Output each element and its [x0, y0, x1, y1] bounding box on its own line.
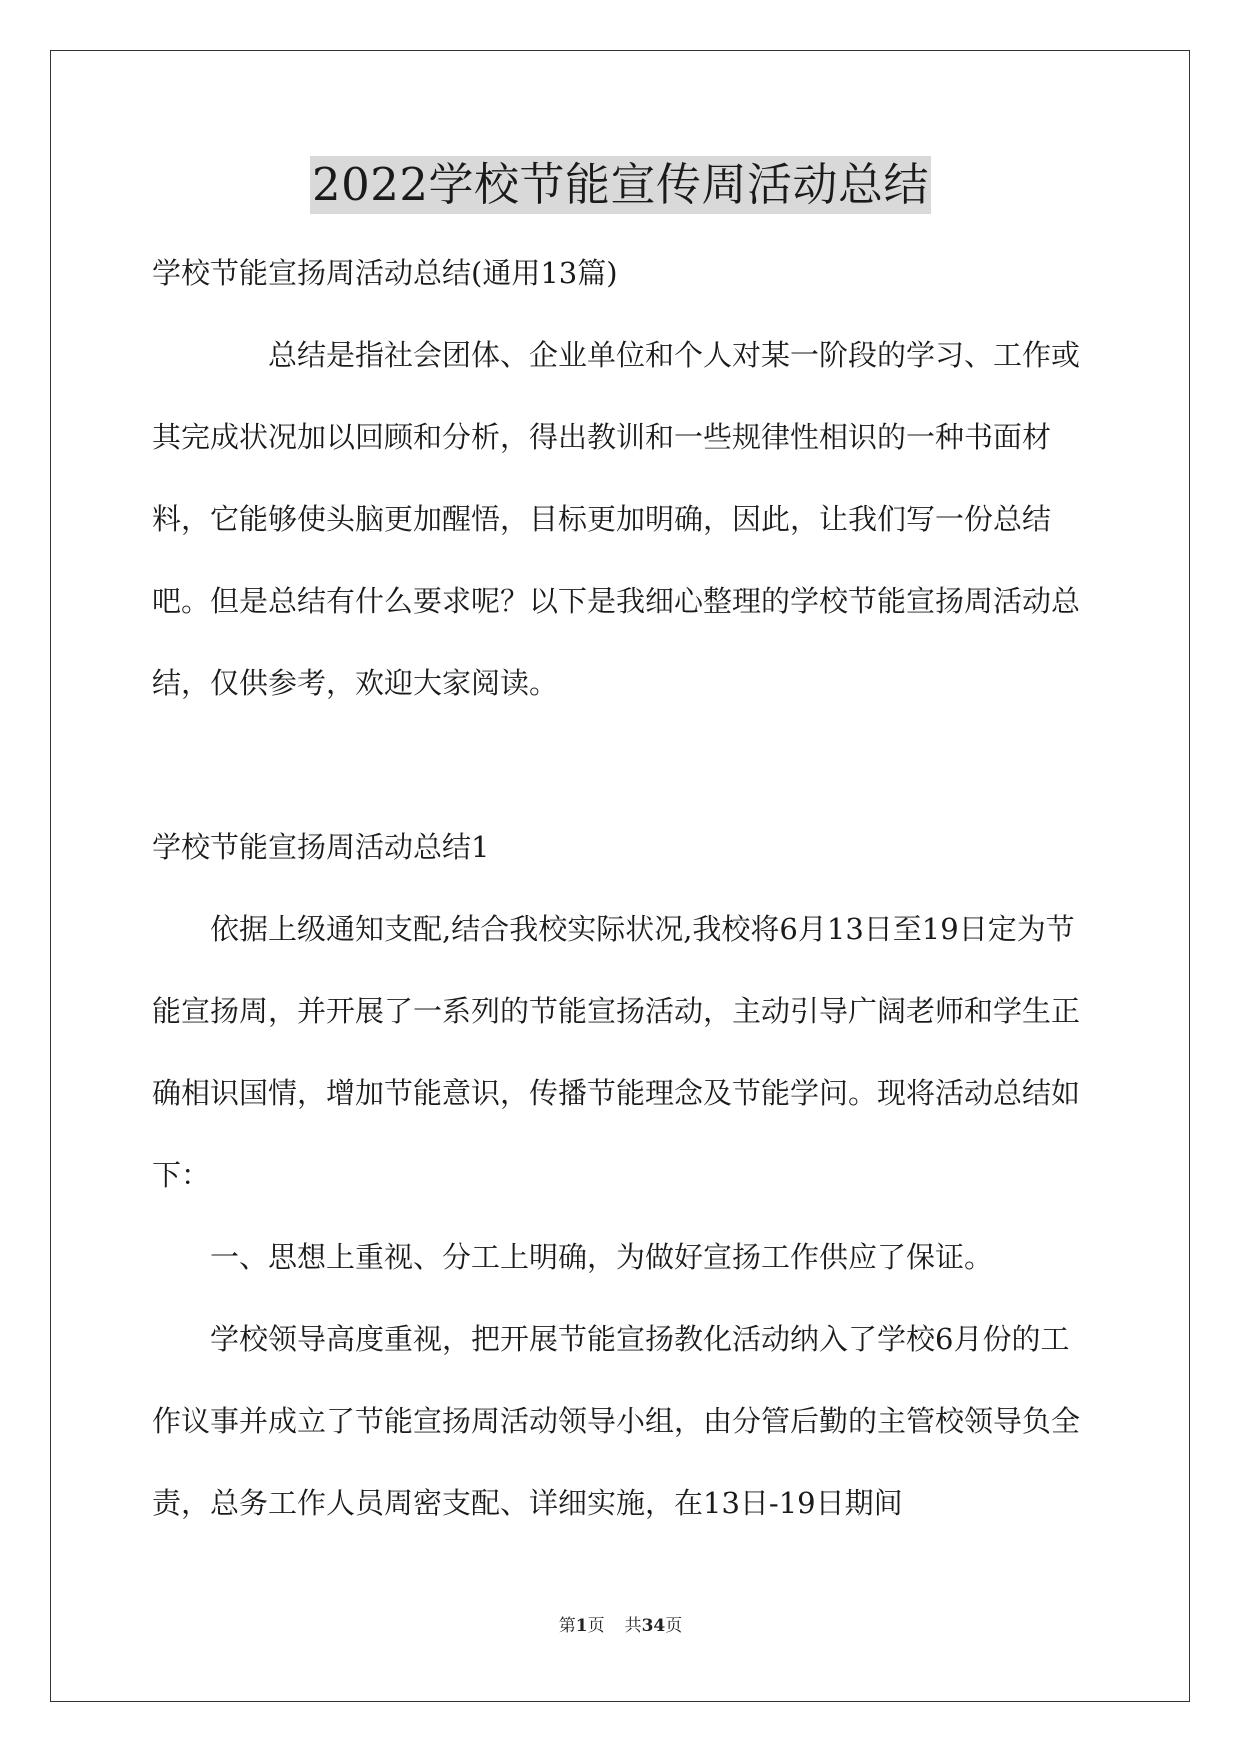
body-paragraph: 一、思想上重视、分工上明确，为做好宣扬工作供应了保证。 — [210, 1240, 994, 1274]
total-pages: 34 — [641, 1616, 666, 1636]
page-prefix: 第 — [558, 1616, 576, 1636]
body-paragraph: 依据上级通知支配,结合我校实际状况,我校将6月13日至19日定为节能宣扬周，并开展了一系列的节能宣扬活动，主动引导广阔老师和学生正确相识国情，增加节能意识，传播节能理念及节能学问。现将活动总结如下： — [152, 912, 1081, 1192]
document-title: 2022学校节能宣传周活动总结 — [310, 156, 931, 214]
total-prefix: 共 — [624, 1616, 642, 1636]
page-suffix: 页 — [587, 1616, 605, 1636]
blank-line — [152, 724, 1092, 806]
title-container — [0, 156, 1241, 214]
document-body — [152, 232, 1092, 1544]
section-heading: 学校节能宣扬周活动总结1 — [152, 830, 490, 864]
page-footer — [0, 1614, 1241, 1638]
page-number: 1 — [575, 1616, 588, 1636]
body-paragraph: 学校领导高度重视，把开展节能宣扬教化活动纳入了学校6月份的工作议事并成立了节能宣扬周活动领导小组，由分管后勤的主管校领导负全责，总务工作人员周密支配、详细实施，在13日-19日期间 — [152, 1322, 1081, 1520]
intro-paragraph: 总结是指社会团体、企业单位和个人对某一阶段的学习、工作或其完成状况加以回顾和分析，得出教训和一些规律性相识的一种书面材料，它能够使头脑更加醒悟，目标更加明确，因此，让我们写一份总结吧。但是总结有什么要求呢？以下是我细心整理的学校节能宣扬周活动总结，仅供参考，欢迎大家阅读。 — [152, 338, 1081, 700]
subtitle: 学校节能宣扬周活动总结(通用13篇) — [152, 256, 618, 290]
total-suffix: 页 — [665, 1616, 683, 1636]
